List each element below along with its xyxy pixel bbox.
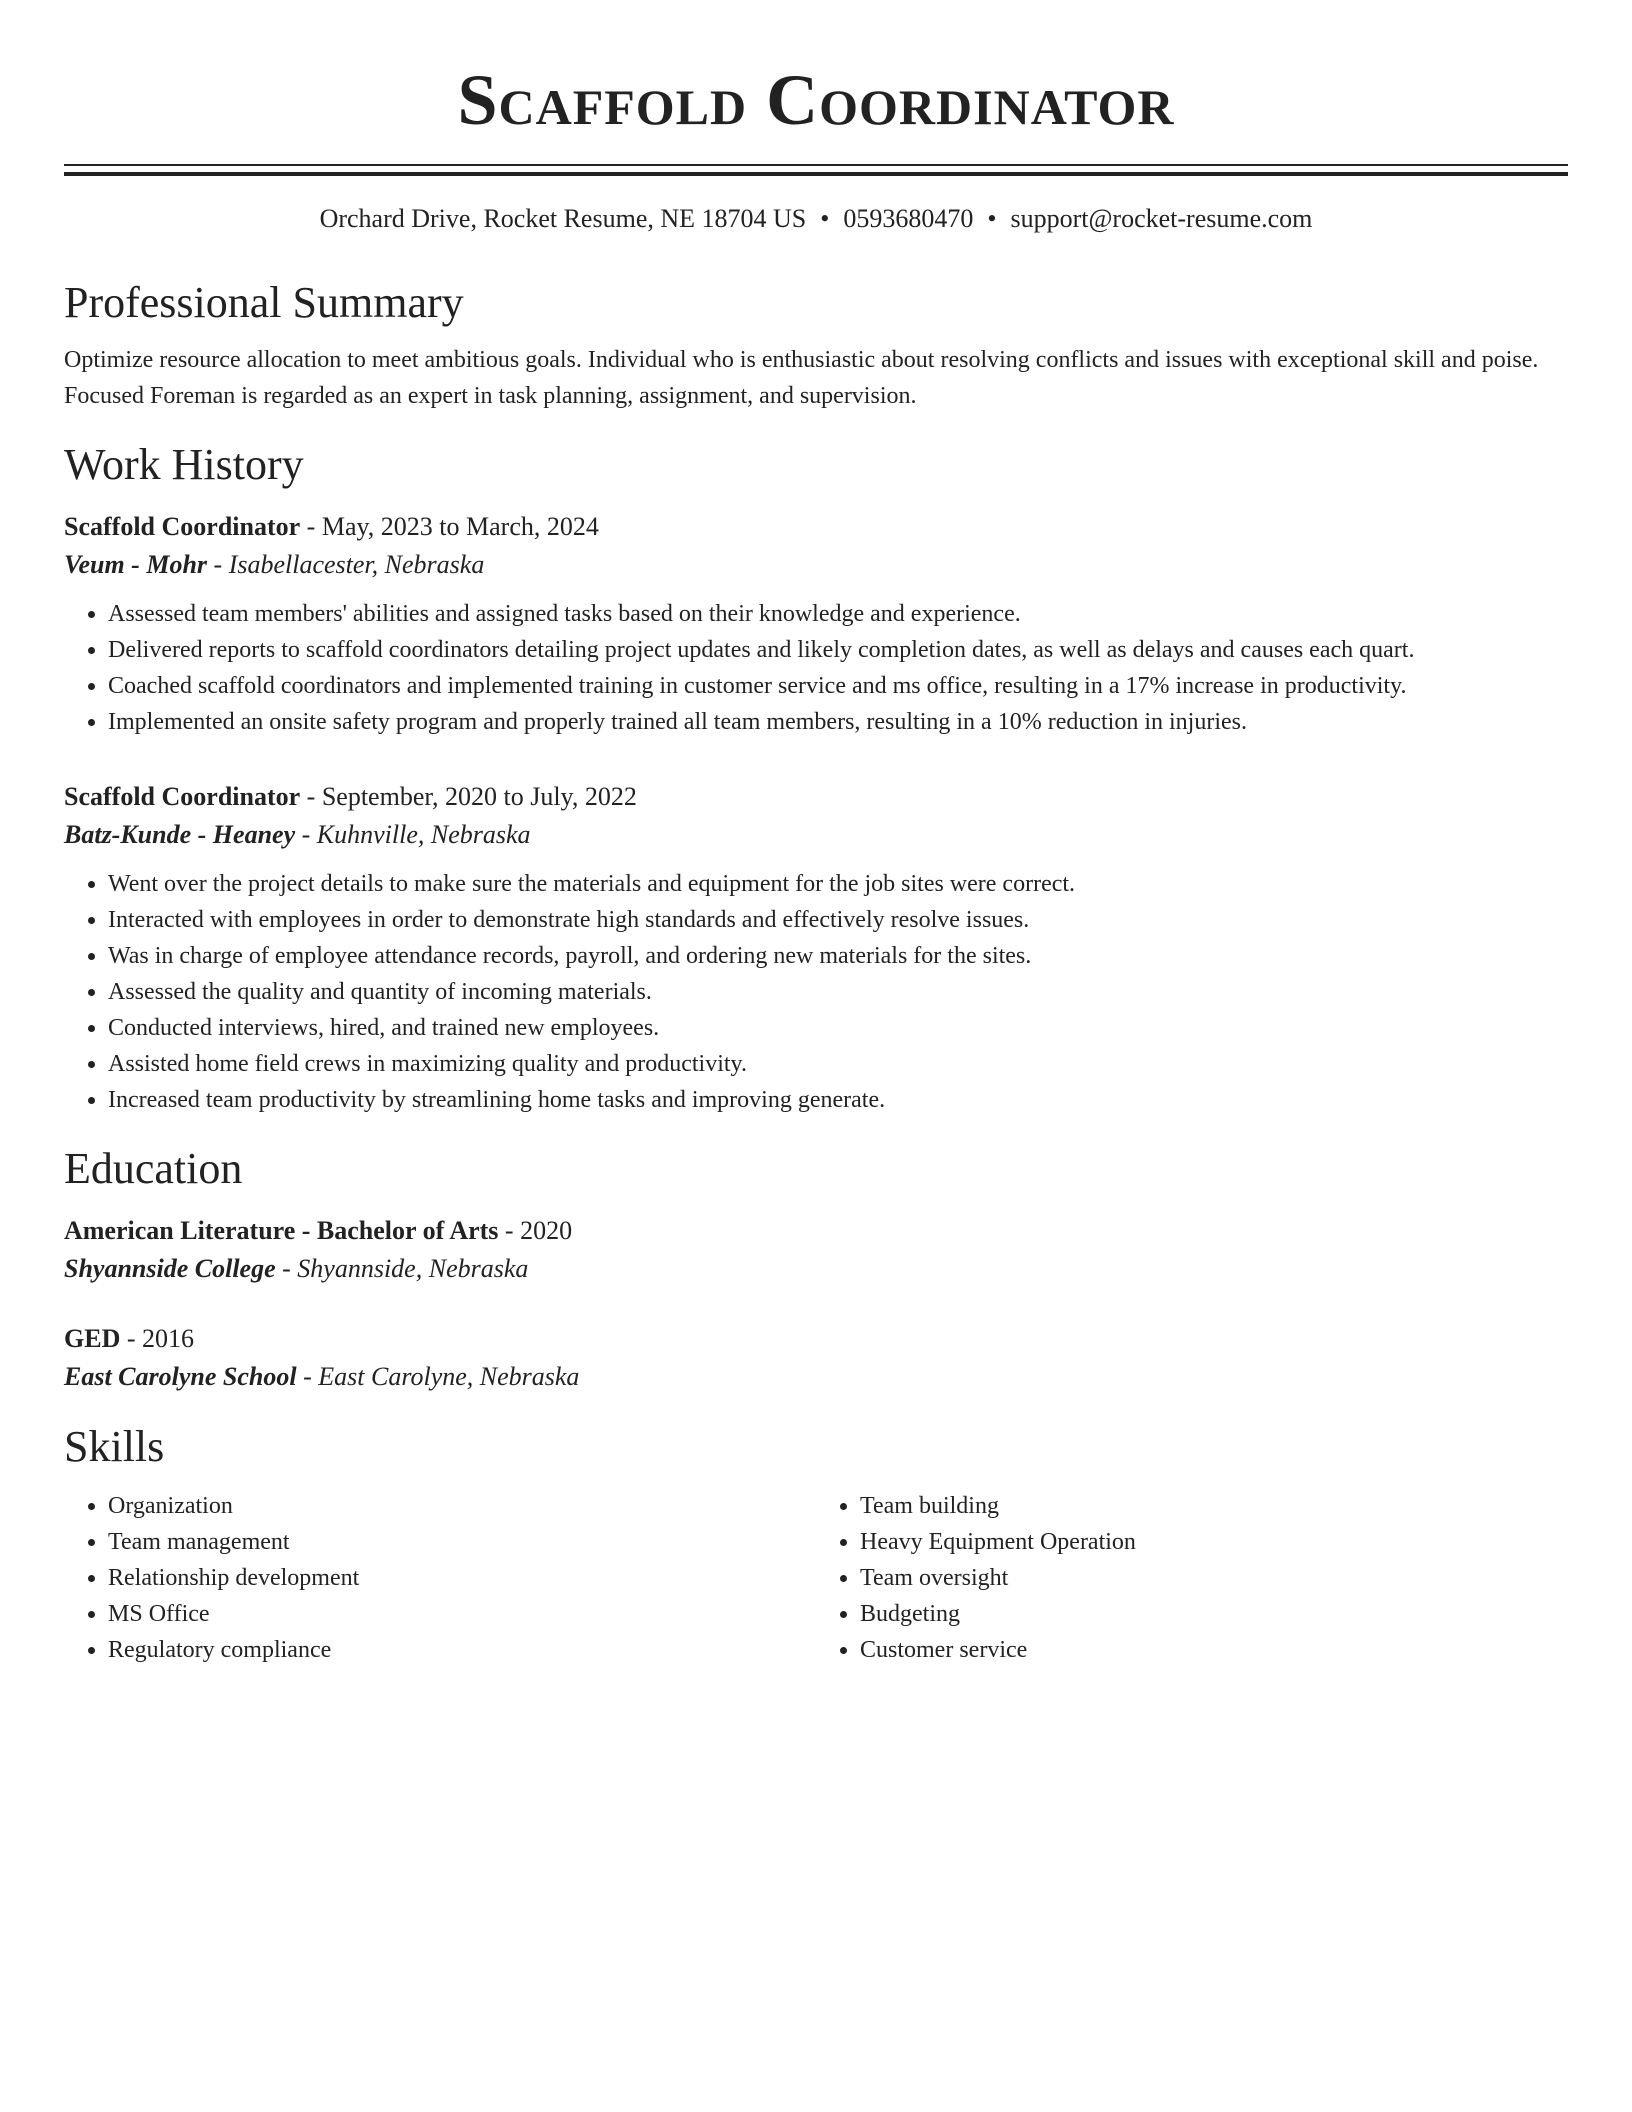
education-year: - 2016 (120, 1324, 195, 1353)
skill-item: • Team management (108, 1524, 816, 1560)
job-bullets (64, 596, 1568, 740)
job-bullet: • Assessed the quality and quantity of incoming materials. (108, 974, 1568, 1010)
skills-list (64, 1488, 1568, 1668)
job-bullet: • Assisted home field crews in maximizing quality and productivity. (108, 1046, 1568, 1082)
job-company: Veum - Mohr (64, 550, 208, 579)
education-heading: Education (64, 1144, 243, 1193)
job-header (64, 778, 1568, 816)
job-entry (64, 508, 1568, 740)
job-bullet: • Coached scaffold coordinators and implemented training in customer service and ms office, resulting in a 17% increase in productivity. (108, 668, 1568, 704)
contact-separator: • (987, 204, 997, 233)
job-bullet: • Delivered reports to scaffold coordinators detailing project updates and likely completion dates, as well as delays and causes each quart. (108, 632, 1568, 668)
contact-phone: 0593680470 (843, 204, 974, 233)
job-role: Scaffold Coordinator (64, 782, 301, 811)
skills-column-right (816, 1488, 1568, 1668)
skill-item: • Heavy Equipment Operation (860, 1524, 1568, 1560)
job-bullet: • Implemented an onsite safety program and properly trained all team members, resulting in a 10% reduction in injuries. (108, 704, 1568, 740)
summary-text: Optimize resource allocation to meet ambitious goals. Individual who is enthusiastic about resolving conflicts and issues with exceptional skill and poise. Focused Foreman is regarded as an expert in task planning, assignment, and supervision. (64, 347, 1539, 409)
job-employer (64, 816, 1568, 854)
education-degree: GED (64, 1324, 121, 1353)
job-bullet: • Interacted with employees in order to demonstrate high standards and effectively resolve issues. (108, 902, 1568, 938)
job-role: Scaffold Coordinator (64, 512, 301, 541)
skill-item: • Organization (108, 1488, 816, 1524)
job-bullet: • Assessed team members' abilities and assigned tasks based on their knowledge and experience. (108, 596, 1568, 632)
education-school: East Carolyne School (64, 1362, 297, 1391)
skill-item: • Customer service (860, 1632, 1568, 1668)
education-entry (64, 1320, 1568, 1396)
job-entry (64, 778, 1568, 1118)
contact-separator: • (820, 204, 830, 233)
skill-item: • Team building (860, 1488, 1568, 1524)
header-divider (64, 164, 1568, 176)
job-company: Batz-Kunde - Heaney (64, 820, 296, 849)
job-dates: - September, 2020 to July, 2022 (300, 782, 637, 811)
education-location: - East Carolyne, Nebraska (296, 1362, 580, 1391)
skill-item: • Budgeting (860, 1596, 1568, 1632)
education-institution (64, 1358, 1568, 1396)
contact-email[interactable]: support@rocket-resume.com (1010, 204, 1313, 233)
job-location: - Kuhnville, Nebraska (295, 820, 531, 849)
education-location: - Shyannside, Nebraska (275, 1254, 529, 1283)
education-institution (64, 1250, 1568, 1288)
job-bullet: • Conducted interviews, hired, and trained new employees. (108, 1010, 1568, 1046)
education-header (64, 1320, 1568, 1358)
skills-column-left (64, 1488, 816, 1668)
job-bullets (64, 866, 1568, 1118)
job-employer (64, 546, 1568, 584)
education-year: - 2020 (498, 1216, 573, 1245)
job-bullet: • Increased team productivity by streamlining home tasks and improving generate. (108, 1082, 1568, 1118)
education-degree: American Literature - Bachelor of Arts (64, 1216, 499, 1245)
job-bullet: • Was in charge of employee attendance records, payroll, and ordering new materials for the sites. (108, 938, 1568, 974)
contact-address: Orchard Drive, Rocket Resume, NE 18704 US (319, 204, 807, 233)
skill-item: • Team oversight (860, 1560, 1568, 1596)
work-history-heading: Work History (64, 440, 304, 489)
job-bullet: • Went over the project details to make sure the materials and equipment for the job sites were correct. (108, 866, 1568, 902)
skills-heading: Skills (64, 1422, 165, 1471)
education-school: Shyannside College (64, 1254, 276, 1283)
education-entry (64, 1212, 1568, 1288)
job-header (64, 508, 1568, 546)
job-dates: - May, 2023 to March, 2024 (300, 512, 599, 541)
summary-heading: Professional Summary (64, 278, 464, 327)
skill-item: • Regulatory compliance (108, 1632, 816, 1668)
resume-name: Scaffold Coordinator (457, 60, 1175, 140)
contact-line (64, 202, 1568, 236)
skill-item: • Relationship development (108, 1560, 816, 1596)
job-location: - Isabellacester, Nebraska (207, 550, 485, 579)
education-header (64, 1212, 1568, 1250)
skill-item: • MS Office (108, 1596, 816, 1632)
